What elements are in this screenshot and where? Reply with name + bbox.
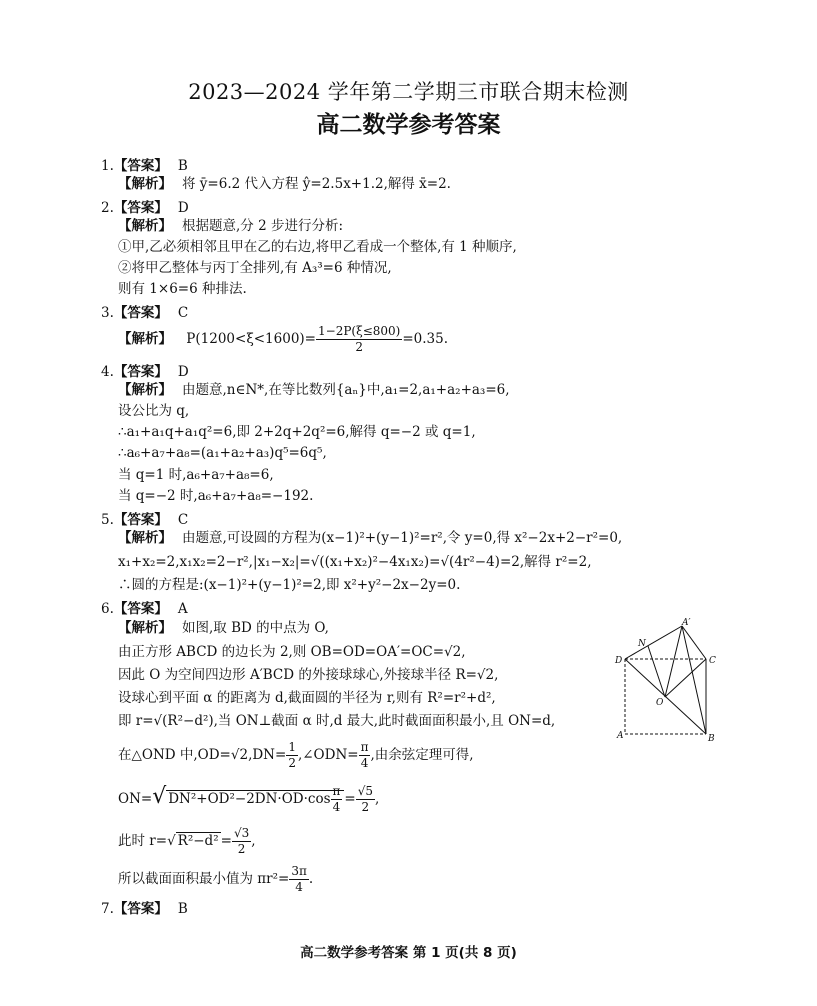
q2-analysis-line: ①甲,乙必须相邻且甲在乙的右边,将甲乙看成一个整体,有 1 种顺序, bbox=[118, 239, 517, 255]
fraction-result bbox=[356, 784, 375, 815]
q7-answer-line bbox=[101, 897, 188, 917]
page-footer: 高二数学参考答案 第 1 页(共 8 页) bbox=[300, 945, 517, 961]
answer-tag: 【答案】 bbox=[113, 158, 168, 174]
q2-answer: D bbox=[177, 200, 189, 216]
segment-oa-prime bbox=[665, 626, 682, 697]
fraction-denominator: 2 bbox=[237, 842, 246, 856]
label-a: A bbox=[617, 731, 624, 741]
q6-analysis-line: 即 r=√(R²−d²),当 ON⊥截面 α 时,d 最大,此时截面面积最小,且 ON=d, bbox=[118, 713, 556, 729]
q6-analysis-line: 如图,取 BD 的中点为 O, bbox=[182, 620, 329, 636]
q7-answer: B bbox=[177, 901, 188, 917]
fraction-denominator: 2 bbox=[288, 756, 296, 770]
fraction-numerator: π bbox=[332, 784, 341, 798]
text: ,∠ODN= bbox=[297, 747, 359, 763]
q2-answer-line bbox=[101, 196, 189, 216]
fraction-numerator: π bbox=[360, 740, 369, 754]
fraction-denominator: 4 bbox=[332, 800, 341, 814]
fraction-denominator: 2 bbox=[361, 800, 370, 814]
analysis-tag: 【解析】 bbox=[118, 620, 172, 636]
text: 在△OND 中,OD=√2,DN= bbox=[118, 747, 287, 763]
label-c: C bbox=[709, 656, 716, 666]
text: = bbox=[344, 791, 356, 807]
answer-tag: 【答案】 bbox=[113, 601, 168, 617]
text: 所以截面面积最小值为 πr²= bbox=[118, 871, 290, 887]
q3-lhs: P(1200<ξ<1600)= bbox=[186, 331, 316, 347]
fraction-numerator: √3 bbox=[233, 826, 250, 840]
label-o: O bbox=[656, 698, 664, 708]
q1-analysis bbox=[118, 175, 451, 193]
q4-number: 4. bbox=[101, 364, 114, 380]
answer-tag: 【答案】 bbox=[113, 512, 168, 528]
analysis-tag: 【解析】 bbox=[118, 176, 172, 192]
text: ,由余弦定理可得, bbox=[370, 747, 474, 763]
fraction-numerator: 1−2P(ξ≤800) bbox=[318, 324, 401, 338]
q5-analysis-line: 由题意,可设圆的方程为(x−1)²+(y−1)²=r²,令 y=0,得 x²−2x+2−r²=0, bbox=[182, 530, 623, 546]
q6-on-line bbox=[118, 784, 379, 815]
fraction-numerator: 1 bbox=[288, 740, 296, 754]
fraction-denominator: 4 bbox=[360, 756, 369, 770]
sqrt-sign: √ bbox=[167, 833, 176, 849]
text: 此时 r= bbox=[118, 833, 168, 849]
sqrt-body bbox=[166, 784, 344, 814]
analysis-tag: 【解析】 bbox=[118, 218, 172, 234]
label-b: B bbox=[708, 734, 715, 744]
answer-tag: 【答案】 bbox=[113, 364, 168, 380]
label-n: N bbox=[638, 639, 646, 649]
fraction-r bbox=[232, 826, 251, 857]
q3-answer: C bbox=[177, 305, 189, 321]
q6-answer: A bbox=[177, 601, 188, 617]
q4-analysis-line: ∴a₆+a₇+a₈=(a₁+a₂+a₃)q⁵=6q⁵, bbox=[118, 445, 327, 461]
text: = bbox=[220, 833, 232, 849]
segment-oc bbox=[665, 659, 706, 697]
q2-analysis-line: 根据题意,分 2 步进行分析: bbox=[182, 218, 344, 234]
analysis-tag: 【解析】 bbox=[118, 530, 172, 546]
q2-analysis-line: 则有 1×6=6 种排法. bbox=[118, 281, 247, 297]
q6-ond-line bbox=[118, 740, 474, 771]
q1-answer: B bbox=[177, 158, 188, 174]
sqrt-body: R²−d² bbox=[177, 833, 219, 849]
exam-subtitle: 高二数学参考答案 bbox=[316, 112, 501, 138]
fraction-denominator: 4 bbox=[295, 880, 303, 894]
fraction-numerator: 3π bbox=[291, 864, 307, 878]
q1-analysis-text: 将 ȳ=6.2 代入方程 ŷ=2.5x+1.2,解得 x̄=2. bbox=[182, 176, 451, 192]
q5-number: 5. bbox=[101, 512, 114, 528]
text: DN²+OD²−2DN·OD·cos bbox=[168, 791, 331, 807]
q5-analysis-line: ∴圆的方程是:(x−1)²+(y−1)²=2,即 x²+y²−2x−2y=0. bbox=[118, 577, 461, 593]
q3-answer-line bbox=[101, 301, 188, 321]
fraction-angle bbox=[359, 740, 371, 771]
q3-rhs: =0.35. bbox=[402, 331, 449, 347]
text: , bbox=[251, 833, 256, 849]
q1-number: 1. bbox=[101, 158, 114, 174]
q4-analysis bbox=[118, 381, 510, 399]
q4-analysis-line: 由题意,n∈N*,在等比数列{aₙ}中,a₁=2,a₁+a₂+a₃=6, bbox=[182, 382, 510, 398]
answer-tag: 【答案】 bbox=[113, 901, 168, 917]
q6-number: 6. bbox=[101, 601, 114, 617]
q6-answer-line bbox=[101, 597, 188, 617]
q6-analysis bbox=[118, 619, 329, 637]
label-d: D bbox=[615, 656, 623, 666]
segment-on bbox=[648, 646, 665, 697]
geometry-figure bbox=[612, 617, 732, 747]
q6-analysis-line: 由正方形 ABCD 的边长为 2,则 OB=OD=OA′=OC=√2, bbox=[118, 644, 466, 660]
answer-tag: 【答案】 bbox=[113, 305, 168, 321]
analysis-tag: 【解析】 bbox=[118, 382, 172, 398]
text: . bbox=[308, 871, 314, 887]
analysis-tag: 【解析】 bbox=[118, 331, 172, 347]
edge-da-prime bbox=[625, 626, 682, 659]
fraction-dn bbox=[286, 740, 298, 771]
fraction-numerator: √5 bbox=[357, 784, 374, 798]
text: , bbox=[375, 791, 380, 807]
q2-analysis bbox=[118, 217, 343, 235]
q4-answer-line bbox=[101, 360, 189, 380]
sqrt-sign: √ bbox=[152, 784, 167, 809]
fraction-area bbox=[289, 864, 309, 895]
q6-analysis-line: 设球心到平面 α 的距离为 d,截面圆的半径为 r,则有 R²=r²+d², bbox=[118, 690, 496, 706]
q4-analysis-line: 设公比为 q, bbox=[118, 403, 190, 419]
q3-fraction bbox=[316, 324, 402, 355]
q4-analysis-line: 当 q=−2 时,a₆+a₇+a₈=−192. bbox=[118, 488, 314, 504]
q2-number: 2. bbox=[101, 200, 114, 216]
q5-answer: C bbox=[177, 512, 189, 528]
label-a-prime: A′ bbox=[682, 618, 691, 628]
q6-analysis-line: 因此 O 为空间四边形 A′BCD 的外接球球心,外接球半径 R=√2, bbox=[118, 667, 499, 683]
q3-analysis bbox=[118, 324, 448, 355]
q5-analysis bbox=[118, 529, 622, 547]
q4-analysis-line: 当 q=1 时,a₆+a₇+a₈=6, bbox=[118, 467, 274, 483]
q4-analysis-line: ∴a₁+a₁q+a₁q²=6,即 2+2q+2q²=6,解得 q=−2 或 q=1, bbox=[118, 424, 476, 440]
q4-answer: D bbox=[177, 364, 189, 380]
exam-title: 2023—2024 学年第二学期三市联合期末检测 bbox=[188, 80, 629, 104]
q6-area-line bbox=[118, 864, 313, 895]
q2-analysis-line: ②将甲乙整体与丙丁全排列,有 A₃³=6 种情况, bbox=[118, 260, 392, 276]
q3-number: 3. bbox=[101, 305, 114, 321]
q7-number: 7. bbox=[101, 901, 114, 917]
q5-answer-line bbox=[101, 508, 188, 528]
fraction-cos bbox=[331, 784, 343, 815]
q6-r-line bbox=[118, 826, 256, 857]
q5-analysis-line: x₁+x₂=2,x₁x₂=2−r²,|x₁−x₂|=√((x₁+x₂)²−4x₁x₂)=√(4r²−4)=2,解得 r²=2, bbox=[118, 554, 592, 570]
q1-answer-line bbox=[101, 154, 188, 174]
text: ON= bbox=[118, 791, 153, 807]
fraction-denominator: 2 bbox=[355, 340, 363, 354]
answer-tag: 【答案】 bbox=[113, 200, 168, 216]
